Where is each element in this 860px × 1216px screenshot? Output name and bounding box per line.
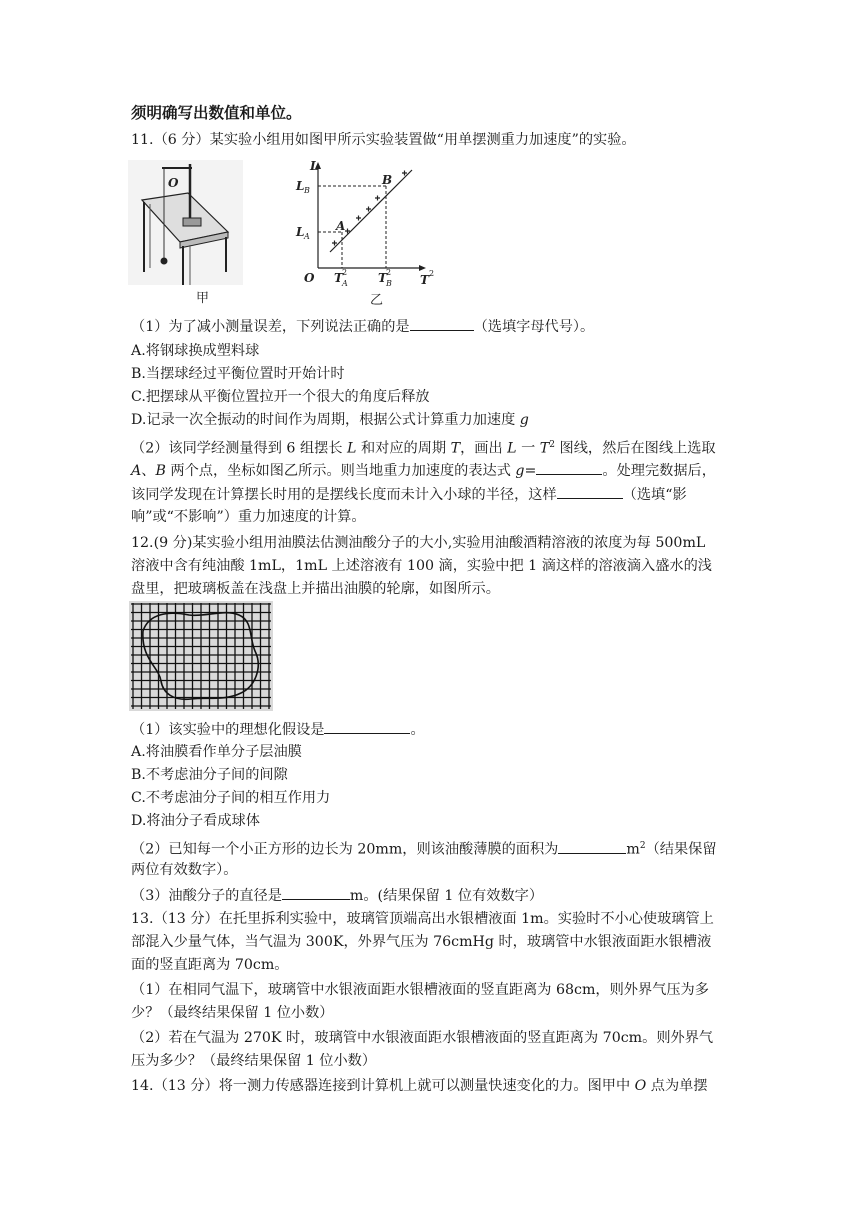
text-seg: ，画出 (460, 440, 508, 457)
var-l: L (347, 440, 357, 457)
text-seg: 该同学发现在计算摆长时用的是摆线长度而未计入小球的半径，这样 (131, 487, 557, 503)
axis-t-label: T (420, 273, 429, 287)
la-sub: A (304, 232, 310, 241)
q11-effect-blank[interactable] (557, 484, 623, 499)
q12-stem-line3: 盘里，把玻璃板盖在浅盘上并描出油膜的轮廓，如图所示。 (131, 581, 500, 597)
text-seg: （结果保留 (645, 841, 717, 858)
ta-label: T (334, 271, 343, 285)
q12-stem-line1: 12.(9 分)某实验小组用油膜法估测油酸分子的大小,实验用油酸酒精溶液的浓度为每 500mL (131, 535, 706, 551)
q12-option-d: D.将油分子看成球体 (131, 813, 260, 829)
figure-jia (128, 160, 243, 305)
axis-t-sup: 2 (429, 269, 435, 278)
q12-area-blank[interactable] (558, 839, 626, 854)
axis-l-label: L (310, 160, 319, 173)
q11-option-c: C.把摆球从平衡位置拉开一个很大的角度后释放 (131, 389, 430, 405)
text-seg: m (626, 841, 640, 858)
text-seg: 点为单摆 (646, 1078, 708, 1094)
fig-yi-caption: 乙 (370, 293, 384, 307)
q11-sub2-line2 (131, 460, 716, 480)
ta-sub: A (342, 279, 348, 288)
q11-sub1 (131, 316, 594, 336)
oil-film-grid-figure (129, 601, 273, 711)
la-label: L (296, 225, 305, 239)
q11-sub2-line1 (131, 436, 716, 458)
q12-option-a: A.将油膜看作单分子层油膜 (131, 744, 302, 760)
q11-sub2-line4: 响”或“不影响”）重力加速度的计算。 (131, 509, 366, 525)
point-b-label: B (382, 173, 393, 187)
q12-option-c: C.不考虑油分子间的相互作用力 (131, 790, 331, 806)
q12-sub3 (131, 885, 543, 905)
text-seg: 、 (141, 463, 156, 479)
q13-line1: 13.（13 分）在托里拆利实验中，玻璃管顶端高出水银槽液面 1m。实验时不小心使玻璃管上 (131, 911, 714, 927)
q12-sub2 (131, 837, 717, 859)
text-seg: （2）已知每一个小正方形的边长为 20mm，则该油酸薄膜的面积为 (131, 841, 559, 858)
q14-line1 (131, 1077, 708, 1095)
superscript: 2 (639, 841, 646, 851)
text-seg: 两个点，坐标如图乙所示。则当地重力加速度的表达式 (165, 463, 516, 479)
lb-label: L (296, 179, 305, 193)
var-o: O (634, 1078, 647, 1094)
lb-sub: B (304, 186, 310, 195)
q11-option-b: B.当摆球经过平衡位置时开始计时 (131, 366, 345, 382)
tb-label: T (378, 271, 387, 285)
figure-yi (290, 160, 440, 307)
text-seg: （2）该同学经测量得到 6 组摆长 (131, 440, 348, 457)
var-b: B (155, 463, 166, 479)
q11-option-a: A.将钢球换成塑料球 (131, 343, 260, 359)
fig-jia-caption: 甲 (196, 291, 210, 305)
q12-diameter-blank[interactable] (282, 885, 350, 900)
var-t: T (450, 440, 461, 457)
text-seg: 14.（13 分）将一测力传感器连接到计算机上就可以测量快速变化的力。图甲中 (131, 1078, 635, 1094)
superscript: 2 (549, 440, 555, 450)
data-points (332, 171, 407, 246)
text-seg: 。 (410, 722, 425, 738)
q11-stem: 11.（6 分）某实验小组用如图甲所示实验装置做“用单摆测重力加速度”的实验。 (131, 132, 636, 148)
q12-sub1-blank[interactable] (324, 719, 410, 734)
q11-option-d (131, 411, 529, 429)
tb-sup: 2 (386, 268, 392, 277)
text-seg: 一 (516, 440, 540, 457)
oil-film-grid (129, 601, 273, 711)
q12-option-b: B.不考虑油分子间的间隙 (131, 767, 288, 783)
q12-sub2-line2: 两位有效数字）。 (131, 862, 238, 878)
text-seg: （3）油酸分子的直径是 (131, 888, 282, 904)
q13-line2: 部混入少量气体，当气温为 300K，外界气压为 76cmHg 时，玻璃管中水银液面距水银槽液 (131, 934, 712, 950)
var-t: T (539, 440, 550, 457)
pendulum-apparatus-drawing (128, 160, 243, 305)
q13-line7: 压为多少？（最终结果保留 1 位小数） (131, 1053, 377, 1069)
q13-line5: 少？（最终结果保留 1 位小数） (131, 1005, 334, 1021)
var-g: g (515, 463, 525, 479)
text-seg: 和对应的周期 (356, 440, 451, 457)
origin-label: O (304, 271, 315, 285)
q13-line4: （1）在相同气温下，玻璃管中水银液面距水银槽液面的竖直距离为 68cm，则外界气压为多 (131, 982, 709, 998)
tb-sub: B (386, 279, 392, 288)
q11-sub1-text: （1）为了减小测量误差，下列说法正确的是 (131, 319, 410, 335)
q13-line3: 面的竖直距离为 70cm。 (131, 957, 289, 973)
text-seg: 图线，然后在图线上选取 (555, 440, 716, 457)
q12-sub1 (131, 719, 425, 739)
q11-sub1-blank[interactable] (410, 316, 474, 331)
q11-sub1-suffix: （选填字母代号）。 (473, 319, 595, 335)
var-l: L (507, 440, 517, 457)
l-t2-graph (290, 160, 440, 307)
fig-jia-label-o: O (168, 176, 179, 190)
text-seg: （1）该实验中的理想化假设是 (131, 722, 325, 738)
q11-option-d-text: D.记录一次全振动的时间作为周期，根据公式计算重力加速度 (131, 412, 520, 428)
q11-sub2-line3 (131, 484, 687, 504)
text-seg: 。处理完数据后， (602, 463, 716, 479)
text-seg: m。(结果保留 1 位有效数字） (349, 888, 544, 904)
q11-option-d-g: g (519, 412, 529, 428)
ta-sup: 2 (342, 268, 348, 277)
text-seg: （选填“影 (622, 487, 687, 503)
q11-g-blank[interactable] (536, 460, 602, 475)
point-a-label: A (336, 219, 346, 233)
section-instruction: 须明确写出数值和单位。 (131, 103, 302, 122)
text-seg: = (524, 463, 537, 479)
q12-stem-line2: 溶液中含有纯油酸 1mL，1mL 上述溶液有 100 滴，实验中把 1 滴这样的溶液滴入盛水的浅 (131, 558, 712, 574)
q13-line6: （2）若在气温为 270K 时，玻璃管中水银液面距水银槽液面的竖直距离为 70cm。则外界气 (131, 1030, 714, 1046)
var-a: A (131, 463, 142, 479)
